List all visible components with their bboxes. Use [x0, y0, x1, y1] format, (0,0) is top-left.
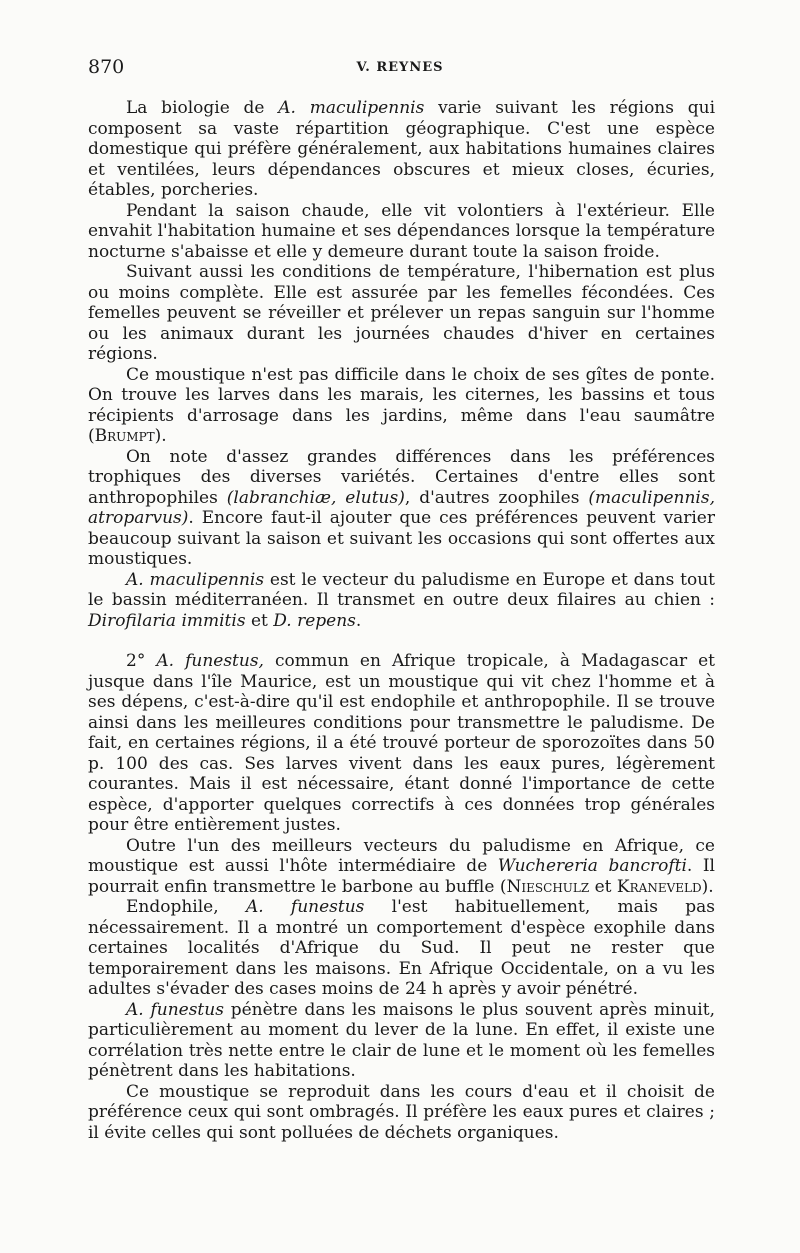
- text-run: pénètre dans les maisons le plus souvent après minuit, particulièrement au moment du lever de la lune. En effet, il existe une corrélation très nette entre le clair de lune et le moment où les femelles pénètrent dans les habitations.: [88, 999, 715, 1081]
- text-run: l'est habituellement, mais pas nécessairement. Il a montré un comportement d'espèce exophile dans certaines localités d'Afrique du Sud. Il peut ne rester que temporairement dans les maisons. En Afrique Occidentale, on a vu les adultes s'évader des cases moins de 24 h après y avoir pénétré.: [88, 897, 715, 999]
- text-run: Pendant la saison chaude, elle vit volontiers à l'extérieur. Elle envahit l'habitation humaine et ses dépendances lorsque la température nocturne s'abaisse et elle y demeure durant toute la saison froide.: [88, 200, 715, 262]
- text-run: Ce moustique se reproduit dans les cours d'eau et il choisit de préférence ceux qui sont ombragés. Il préfère les eaux pures et claires ; il évite celles qui sont polluées de déchets organiques.: [88, 1081, 715, 1143]
- text-run: commun en Afrique tropicale, à Madagascar et jusque dans l'île Maurice, est un moustique qui vit chez l'homme et à ses dépens, c'est-à-dire qu'il est endophile et anthropophile. Il se trouve ainsi dans les meilleures conditions pour transmettre le paludisme. De fait, en certaines régions, il a été trouvé porteur de sporozoïtes dans 50 p. 100 des cas. Ses larves vivent dans les eaux pures, légèrement courantes. Mais il est nécessaire, étant donné l'importance de cette espèce, d'apporter quelques correctifs à ces données trop générales pour être entièrement justes.: [88, 651, 716, 835]
- text-run: Suivant aussi les conditions de température, l'hibernation est plus ou moins complète. Elle est assurée par les femelles fécondées. Ces femelles peuvent se réveiller et prélever un repas sanguin sur l'homme ou les animaux durant les journées chaudes d'hiver en certaines régions.: [88, 262, 715, 364]
- text-run: On note d'assez grandes différences dans les préférences trophiques des diverses variétés. Certaines d'entre elles sont anthropophiles: [88, 446, 715, 508]
- italic-term: Dirofilaria immitis: [88, 610, 246, 631]
- paragraph: [88, 98, 715, 201]
- running-title: V. REYNES: [356, 60, 444, 75]
- text-run: . Il pourrait enfin transmettre le barbone au buffle (: [88, 856, 715, 897]
- text-run: 2°: [126, 651, 157, 671]
- author-name: Kraneveld: [616, 876, 702, 897]
- text-run: , d'autres zoophiles: [404, 487, 589, 508]
- author-name: Nieschulz: [506, 876, 590, 897]
- paragraph: [88, 1082, 715, 1144]
- text-run: Endophile,: [126, 897, 246, 917]
- author-name: Brumpt: [94, 426, 155, 446]
- text-run: et: [245, 610, 274, 631]
- text-run: .: [355, 610, 362, 631]
- italic-term: D. repens: [273, 610, 356, 631]
- text-run: La biologie de: [126, 98, 279, 118]
- text-run: ).: [701, 876, 714, 897]
- text-run: est le vecteur du paludisme en Europe et dans tout le bassin méditerranéen. Il transmet en outre deux filaires au chien :: [88, 569, 715, 610]
- italic-term: (maculipennis, atroparvus): [88, 487, 715, 528]
- italic-term: A. funestus: [245, 897, 365, 917]
- italic-term: A. maculipennis: [126, 569, 265, 590]
- text-run: Outre l'un des meilleurs vecteurs du paludisme en Afrique, ce moustique est aussi l'hôte intermédiaire de: [88, 835, 715, 876]
- italic-term: A. funestus,: [156, 651, 264, 671]
- paragraph: [88, 365, 715, 447]
- text-run: et: [589, 876, 617, 897]
- page-number: 870: [88, 56, 125, 78]
- paragraph: [88, 836, 715, 898]
- paragraph: [88, 447, 715, 570]
- text-run: ).: [154, 426, 167, 446]
- page-header: [88, 56, 712, 82]
- italic-term: A. funestus: [126, 999, 224, 1020]
- text-run: varie suivant les régions qui composent sa vaste répartition géographique. C'est une espèce domestique qui préfère généralement, aux habitations humaines claires et ventilées, leurs dépendances obscures et mieux closes, écuries, étables, porcheries.: [88, 98, 716, 200]
- text-run: Ce moustique n'est pas difficile dans le choix de ses gîtes de ponte. On trouve les larves dans les marais, les citernes, les bassins et tous récipients d'arrosage dans les jardins, même dans l'eau saumâtre (: [88, 364, 715, 446]
- paragraph: [88, 1000, 715, 1082]
- paragraph: [88, 651, 715, 836]
- paragraph: [88, 897, 715, 1000]
- italic-term: Wuchereria bancrofti: [497, 856, 687, 876]
- italic-term: A. maculipennis: [278, 98, 425, 118]
- italic-term: (labranchiæ, elutus): [226, 487, 405, 508]
- paragraph: [88, 570, 715, 632]
- body-text: [88, 98, 715, 1143]
- paragraph: [88, 262, 715, 365]
- text-run: . Encore faut-il ajouter que ces préférences peuvent varier beaucoup suivant la saison et suivant les occasions qui sont offertes aux moustiques.: [88, 508, 715, 569]
- paragraph: [88, 201, 715, 263]
